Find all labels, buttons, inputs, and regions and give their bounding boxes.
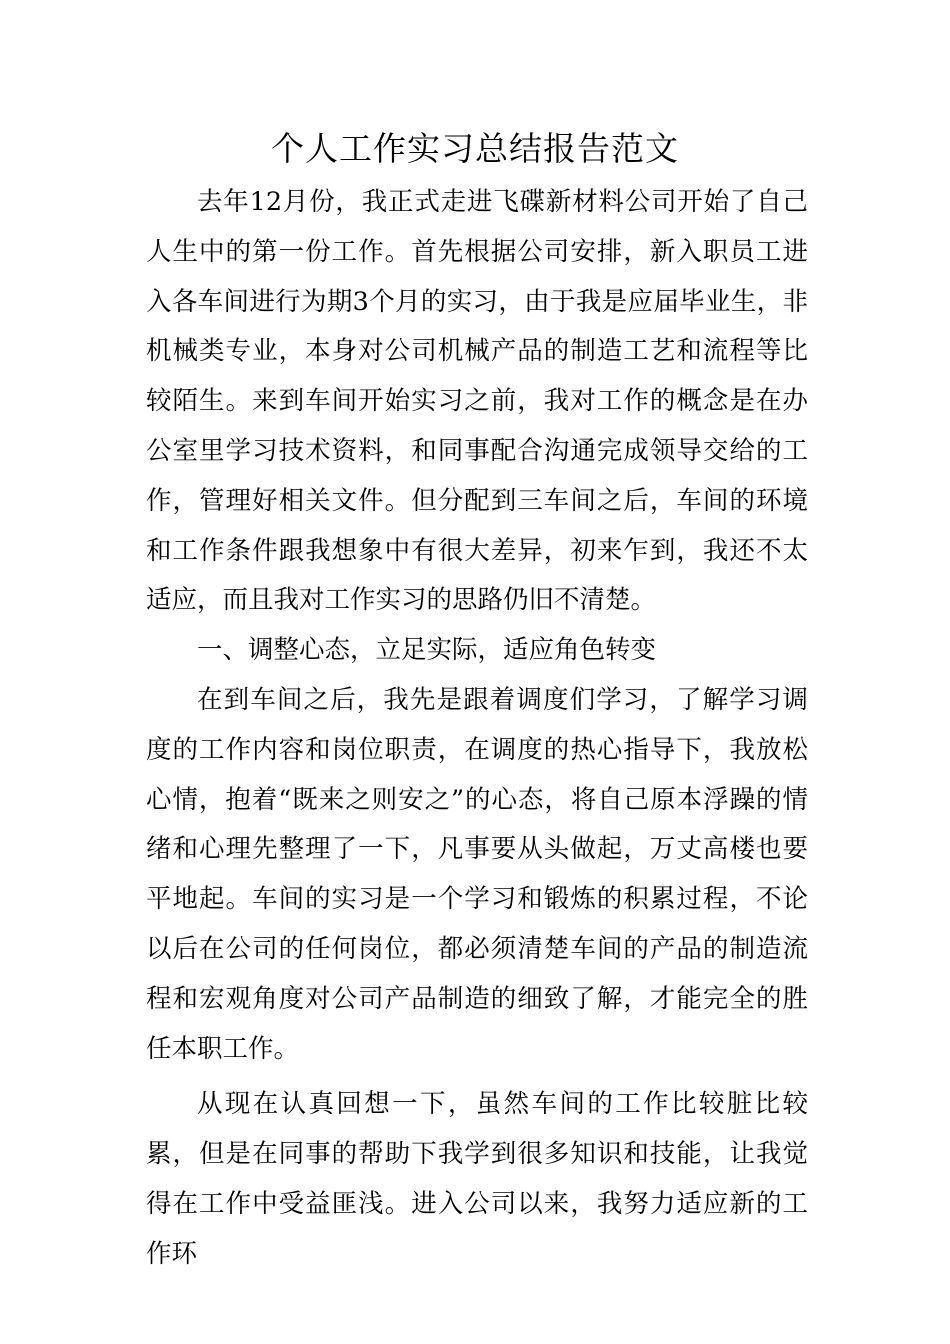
document-title: 个人工作实习总结报告范文: [271, 129, 679, 168]
paragraph-adjust-mindset: 在到车间之后，我先是跟着调度们学习，了解学习调度的工作内容和岗位职责，在调度的热心指导下，我放松心情，抱着“既来之则安之”的心态，将自己原本浮躁的情绪和心理先整理了一下，凡事要从头做起，万丈高楼也要平地起。车间的实习是一个学习和锻炼的积累过程，不论以后在公司的任何岗位，都必须清楚车间的产品的制造流程和宏观角度对公司产品制造的细致了解，才能完全的胜任本职工作。: [146, 684, 808, 1064]
document-body: [146, 178, 808, 1280]
paragraph-intro: 去年12月份，我正式走进飞碟新材料公司开始了自己人生中的第一份工作。首先根据公司安排，新入职员工进入各车间进行为期3个月的实习，由于我是应届毕业生，非机械类专业，本身对公司机械产品的制造工艺和流程等比较陌生。来到车间开始实习之前，我对工作的概念是在办公室里学习技术资料，和同事配合沟通完成领导交给的工作，管理好相关文件。但分配到三车间之后，车间的环境和工作条件跟我想象中有很大差异，初来乍到，我还不太适应，而且我对工作实习的思路仍旧不清楚。: [146, 187, 808, 616]
paragraph-reflection: 从现在认真回想一下，虽然车间的工作比较脏比较累，但是在同事的帮助下我学到很多知识和技能，让我觉得在工作中受益匪浅。进入公司以来，我努力适应新的工作环: [146, 1089, 808, 1269]
section-heading: 一、调整心态，立足实际，适应角色转变: [197, 635, 657, 666]
